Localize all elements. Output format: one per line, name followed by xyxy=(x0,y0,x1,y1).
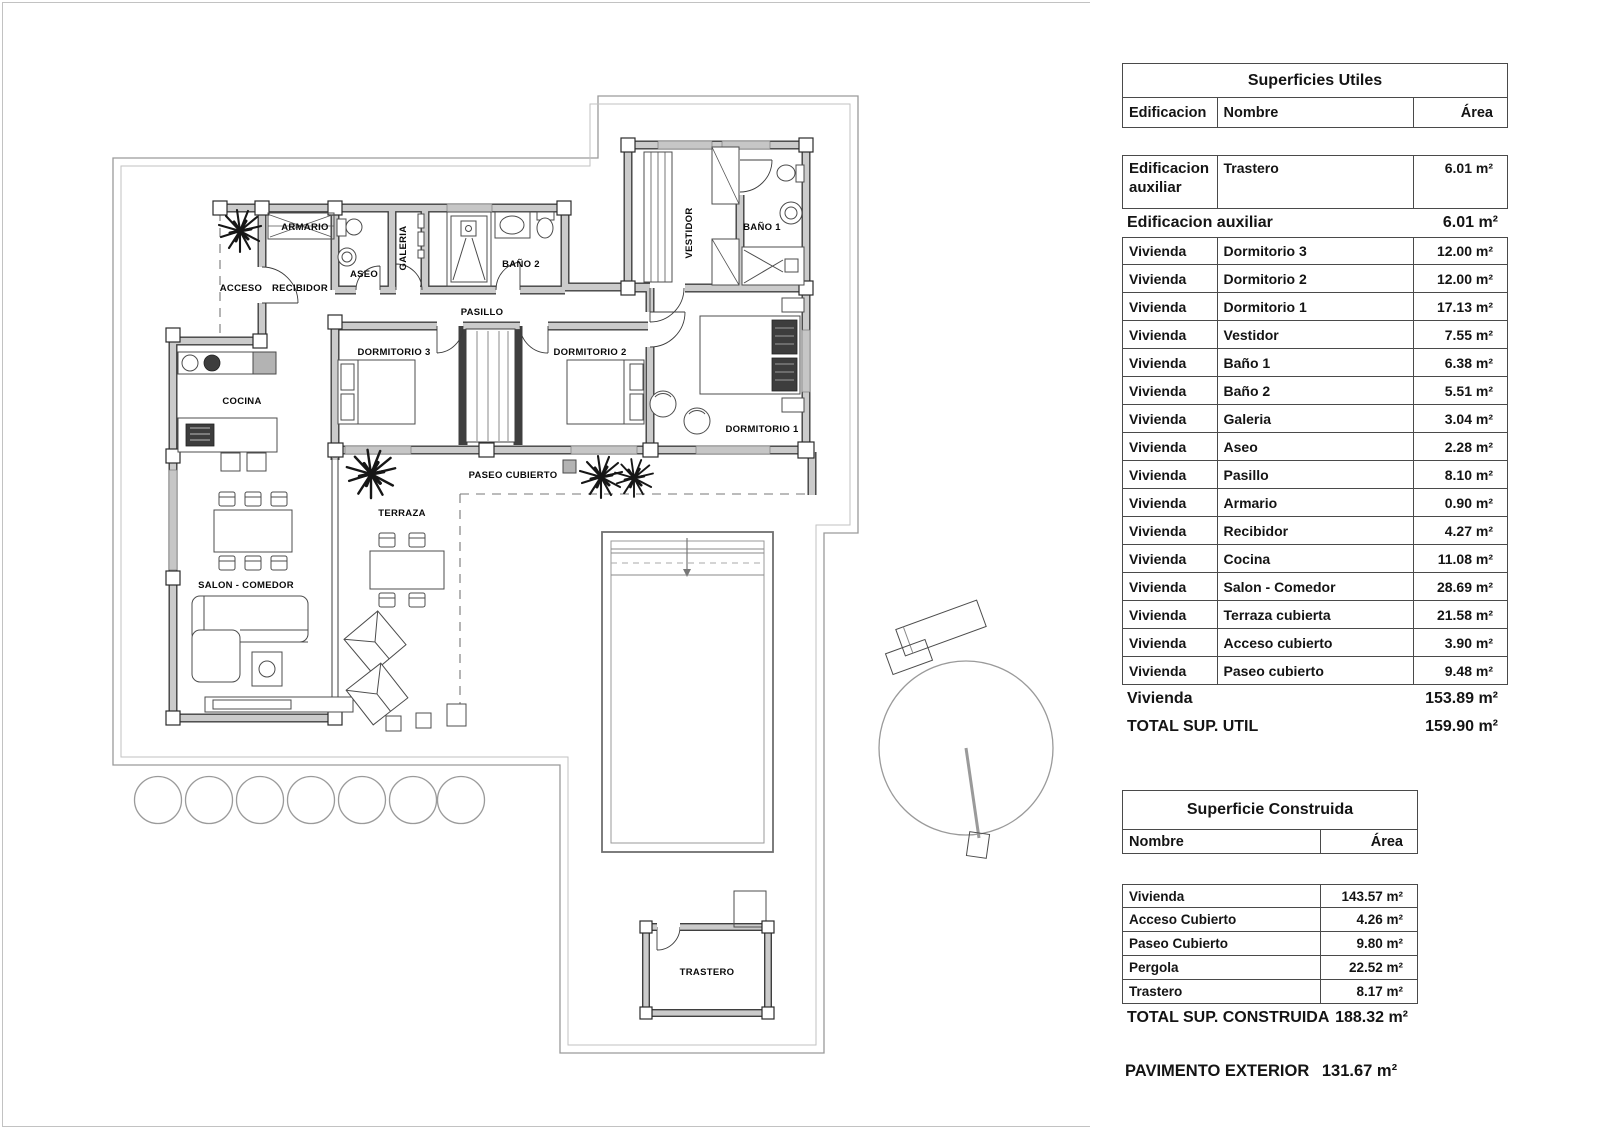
cell-nombre: Dormitorio 3 xyxy=(1217,238,1414,264)
room-label-bano1: BAÑO 1 xyxy=(743,222,781,233)
pavimento-exterior-note xyxy=(1125,1062,1397,1081)
cell-nombre: Dormitorio 1 xyxy=(1217,293,1414,320)
bed-dorm2 xyxy=(567,360,644,424)
table-row xyxy=(1122,433,1508,461)
table-title: Superficie Construida xyxy=(1122,790,1418,830)
cell-area: 17.13 m² xyxy=(1413,293,1507,320)
col-header-area: Área xyxy=(1320,830,1417,853)
room-label-armario: ARMARIO xyxy=(281,222,329,233)
room-label-pasillo: PASILLO xyxy=(460,307,504,318)
dining-table xyxy=(214,492,292,570)
pergola xyxy=(879,600,1053,858)
palm-icon xyxy=(580,456,622,498)
room-label-dormitorio1: DORMITORIO 1 xyxy=(725,424,799,435)
cell-nombre: Baño 1 xyxy=(1217,349,1414,376)
table-gap xyxy=(1122,128,1508,155)
trastero-building xyxy=(640,891,774,1019)
cell-area: 22.52 m² xyxy=(1320,956,1417,979)
bed-dorm3 xyxy=(338,360,415,424)
cell-nombre: Pergola xyxy=(1129,960,1179,975)
palm-icon xyxy=(347,450,395,498)
cell-area: 8.10 m² xyxy=(1413,461,1507,488)
cell-nombre: Dormitorio 2 xyxy=(1217,265,1414,292)
cell-area: 21.58 m² xyxy=(1413,601,1507,628)
table-row xyxy=(1122,405,1508,433)
table-row xyxy=(1122,545,1508,573)
cell-nombre: Pasillo xyxy=(1217,461,1414,488)
table-row xyxy=(1122,932,1418,956)
cell-edificacion: Vivienda xyxy=(1129,578,1187,595)
total-value: 188.32 m² xyxy=(1335,1009,1408,1026)
cell-nombre: Paseo Cubierto xyxy=(1129,936,1229,951)
cell-nombre: Terraza cubierta xyxy=(1217,601,1414,628)
cell-nombre: Acceso Cubierto xyxy=(1129,912,1237,927)
table-row xyxy=(1122,349,1508,377)
table-row xyxy=(1122,237,1508,265)
table-row-aux xyxy=(1122,155,1508,209)
col-header-area: Área xyxy=(1413,98,1507,127)
cell-edificacion: Vivienda xyxy=(1129,494,1187,511)
cell-area: 0.90 m² xyxy=(1413,489,1507,516)
row-vivienda-total xyxy=(1122,685,1508,713)
table-row xyxy=(1122,377,1508,405)
table-body xyxy=(1122,884,1418,1004)
table-row xyxy=(1122,321,1508,349)
room-label-dormitorio3: DORMITORIO 3 xyxy=(357,347,431,358)
cell-nombre: Trastero xyxy=(1129,984,1183,999)
cell-nombre: Aseo xyxy=(1217,433,1414,460)
cell-area: 143.57 m² xyxy=(1320,885,1417,907)
cell-area: 2.28 m² xyxy=(1413,433,1507,460)
table-row xyxy=(1122,657,1508,685)
sofa xyxy=(192,596,308,686)
cell-area: 9.80 m² xyxy=(1320,932,1417,955)
table-row xyxy=(1122,461,1508,489)
sheet-border xyxy=(3,3,1091,1127)
cell-nombre: Paseo cubierto xyxy=(1217,657,1414,684)
room-label-aseo: ASEO xyxy=(349,269,379,280)
cell-edificacion: Vivienda xyxy=(1129,522,1187,539)
cell-edificacion: Edificacion auxiliar xyxy=(1129,160,1210,196)
room-label-bano2: BAÑO 2 xyxy=(502,259,540,270)
col-header-edificacion: Edificacion xyxy=(1129,104,1207,121)
subtotal-label: Edificacion auxiliar xyxy=(1127,214,1273,231)
subtotal-value: 153.89 m² xyxy=(1425,690,1498,707)
cell-area: 11.08 m² xyxy=(1413,545,1507,572)
room-label-paseo: PASEO CUBIERTO xyxy=(468,470,558,481)
aseo-fixtures xyxy=(337,219,362,266)
trees-row xyxy=(135,777,485,824)
cell-area: 28.69 m² xyxy=(1413,573,1507,600)
table-row xyxy=(1122,956,1418,980)
cell-nombre: Recibidor xyxy=(1217,517,1414,544)
bed-dorm1 xyxy=(650,298,804,434)
subtotal-value: 6.01 m² xyxy=(1442,214,1498,231)
tv-bench xyxy=(205,697,353,712)
cell-edificacion: Vivienda xyxy=(1129,662,1187,679)
cell-edificacion: Vivienda xyxy=(1129,270,1187,287)
cell-area: 4.27 m² xyxy=(1413,517,1507,544)
table-superficie-construida xyxy=(1122,790,1418,1032)
room-label-trastero: TRASTERO xyxy=(679,967,735,978)
col-header-nombre: Nombre xyxy=(1217,98,1414,127)
terrace-furniture xyxy=(344,533,466,731)
palm-icon xyxy=(219,210,261,252)
room-label-cocina: COCINA xyxy=(222,396,262,407)
cell-nombre: Trastero xyxy=(1217,156,1414,208)
table-row xyxy=(1122,293,1508,321)
cell-edificacion: Vivienda xyxy=(1129,410,1187,427)
table-row xyxy=(1122,517,1508,545)
cell-nombre: Galeria xyxy=(1217,405,1414,432)
cell-edificacion: Vivienda xyxy=(1129,382,1187,399)
table-row xyxy=(1122,980,1418,1004)
cell-nombre: Acceso cubierto xyxy=(1217,629,1414,656)
cell-nombre: Vestidor xyxy=(1217,321,1414,348)
cell-area: 8.17 m² xyxy=(1320,980,1417,1003)
col-header-nombre: Nombre xyxy=(1129,833,1184,850)
cell-edificacion: Vivienda xyxy=(1129,438,1187,455)
row-total-sup-util xyxy=(1122,713,1508,741)
cell-nombre: Vivienda xyxy=(1129,888,1185,904)
table-superficies-utiles xyxy=(1122,63,1508,741)
room-label-dormitorio2: DORMITORIO 2 xyxy=(553,347,627,358)
table-row xyxy=(1122,601,1508,629)
cell-edificacion: Vivienda xyxy=(1129,298,1187,315)
cell-nombre: Cocina xyxy=(1217,545,1414,572)
cell-area: 3.04 m² xyxy=(1413,405,1507,432)
row-edificacion-auxiliar-total xyxy=(1122,209,1508,237)
pool xyxy=(602,532,773,852)
cell-area: 4.26 m² xyxy=(1320,908,1417,931)
row-total-sup-construida xyxy=(1122,1004,1418,1032)
cell-area: 3.90 m² xyxy=(1413,629,1507,656)
cell-nombre: Salon - Comedor xyxy=(1217,573,1414,600)
table-gap xyxy=(1122,854,1418,884)
cell-nombre: Armario xyxy=(1217,489,1414,516)
table-row xyxy=(1122,908,1418,932)
kitchen xyxy=(178,352,277,471)
palm-icon xyxy=(615,459,653,497)
room-label-acceso: ACCESO xyxy=(219,283,263,294)
cell-area: 6.38 m² xyxy=(1413,349,1507,376)
table-row xyxy=(1122,629,1508,657)
cell-area: 12.00 m² xyxy=(1413,265,1507,292)
cell-area: 9.48 m² xyxy=(1413,657,1507,684)
table-row xyxy=(1122,884,1418,908)
cell-edificacion: Vivienda xyxy=(1129,606,1187,623)
cell-nombre: Baño 2 xyxy=(1217,377,1414,404)
table-title: Superficies Utiles xyxy=(1122,63,1508,98)
galeria-appliances xyxy=(418,214,424,258)
cell-area: 7.55 m² xyxy=(1413,321,1507,348)
pavimento-value: 131.67 m² xyxy=(1321,1062,1398,1080)
room-label-galeria: GALERIA xyxy=(398,225,409,271)
room-label-recibidor: RECIBIDOR xyxy=(271,283,329,294)
pavimento-label: PAVIMENTO EXTERIOR xyxy=(1125,1062,1310,1080)
cell-edificacion: Vivienda xyxy=(1129,243,1187,259)
subtotal-label: Vivienda xyxy=(1127,690,1193,707)
table-row xyxy=(1122,489,1508,517)
total-label: TOTAL SUP. CONSTRUIDA xyxy=(1127,1009,1330,1026)
table-row xyxy=(1122,573,1508,601)
cell-area: 12.00 m² xyxy=(1413,238,1507,264)
cell-edificacion: Vivienda xyxy=(1129,466,1187,483)
table-row xyxy=(1122,265,1508,293)
cell-edificacion: Vivienda xyxy=(1129,354,1187,371)
cell-area: 6.01 m² xyxy=(1413,156,1507,208)
total-label: TOTAL SUP. UTIL xyxy=(1127,718,1259,735)
table-header-row xyxy=(1122,830,1418,854)
room-label-salon: SALON - COMEDOR xyxy=(198,580,294,591)
table-body xyxy=(1122,237,1508,685)
cell-edificacion: Vivienda xyxy=(1129,326,1187,343)
table-header-row xyxy=(1122,98,1508,128)
room-label-vestidor: VESTIDOR xyxy=(684,207,695,259)
cell-edificacion: Vivienda xyxy=(1129,634,1187,651)
total-value: 159.90 m² xyxy=(1425,718,1498,735)
cell-edificacion: Vivienda xyxy=(1129,550,1187,567)
cell-area: 5.51 m² xyxy=(1413,377,1507,404)
room-label-terraza: TERRAZA xyxy=(378,508,426,519)
